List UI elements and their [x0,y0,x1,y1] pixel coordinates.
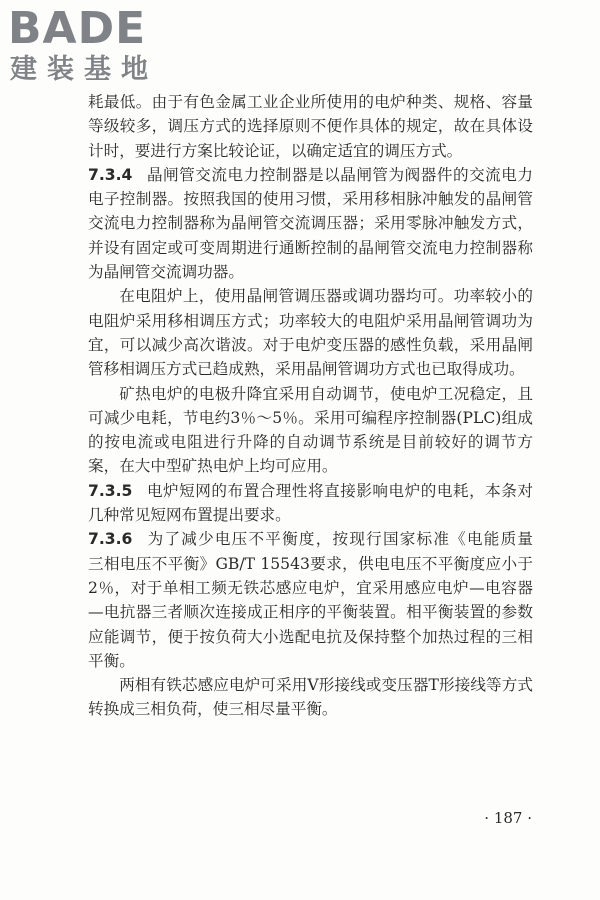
paragraph-text: 在电阻炉上，使用晶闸管调压器或调功器均可。功率较小的电阻炉采用移相调压方式；功率较大的电阻炉采用晶闸管调功为宜，可以减少高次谐波。对于电炉变压器的感性负载，采用晶闸管移相调压方式已趋成熟，采用晶闸管调功方式也已取得成功。 [88,287,533,379]
page-number: · 187 · [484,809,532,827]
section-7-3-6 [88,527,549,673]
page-body [88,90,549,722]
section-number: 7.3.6 [88,530,133,549]
paragraph-text: 矿热电炉的电极升降宜采用自动调节，使电炉工况稳定，且可减少电耗，节电约3％～5％。采用可编程序控制器(PLC)组成的按电流或电阻进行升降的自动调节系统是目前较好的调节方案，在大中型矿热电炉上均可应用。 [88,384,533,476]
paragraph-text: 电炉短网的布置合理性将直接影响电炉的电耗，本条对几种常见短网布置提出要求。 [88,481,533,525]
paragraph-text: 为了减少电压不平衡度，按现行国家标准《电能质量 三相电压不平衡》GB/T 15543要求，供电电压不平衡度应小于2％，对于单相工频无铁芯感应电炉，宜采用感应电炉—电容器—电抗器三者顺次连接成正相序的平衡装置。相平衡装置的参数应能调节，便于按负荷大小选配电抗及保持整个加热过程的三相平衡。 [88,530,549,670]
paragraph-resistance-furnace [88,284,533,381]
logo-wordmark: BADE [8,3,147,54]
bade-logo [8,4,178,88]
section-number: 7.3.5 [88,481,133,500]
paragraph-text: 耗最低。由于有色金属工业企业所使用的电炉种类、规格、容量等级较多，调压方式的选择原则不便作具体的规定，故在具体设计时，要进行方案比较论证，以确定适宜的调压方式。 [88,93,533,160]
section-7-3-5 [88,479,533,528]
section-number: 7.3.4 [88,165,133,184]
paragraph-continuation [88,90,533,163]
paragraph-text: 晶闸管交流电力控制器是以晶闸管为阀器件的交流电力电子控制器。按照我国的使用习惯，采用移相脉冲触发的晶闸管交流电力控制器称为晶闸管交流调压器；采用零脉冲触发方式，并设有固定或可变周期进行通断控制的晶闸管交流电力控制器称为晶闸管交流调功器。 [88,165,533,282]
section-7-3-4 [88,163,533,284]
paragraph-ore-furnace [88,382,533,479]
logo-subtitle: 建装基地 [10,54,158,85]
paragraph-text: 两相有铁芯感应电炉可采用V形接线或变压器T形接线等方式转换成三相负荷，使三相尽量平衡。 [88,676,533,719]
paragraph-two-phase [88,673,533,722]
